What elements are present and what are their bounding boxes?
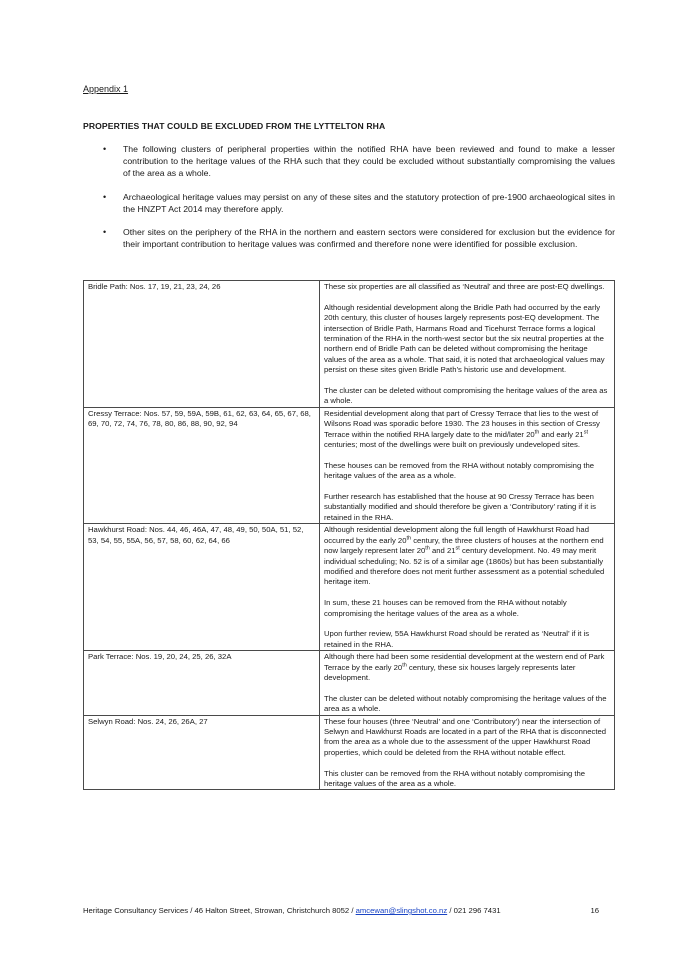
table-row [84, 407, 615, 523]
page-number: 16 [590, 906, 599, 915]
bullet-icon: • [103, 227, 107, 238]
bullet-item [83, 191, 615, 215]
bullet-text: Other sites on the periphery of the RHA in the northern and eastern sectors were considered for exclusion but the evidence for their important contribution to heritage values was confirmed and therefore none were identified for possible exclusion. [123, 227, 615, 250]
notes-paragraph: Although there had been some residential development at the western end of Park Terrace by the early 20th century, these six houses largely represents later development. [324, 652, 605, 682]
notes-paragraph: In sum, these 21 houses can be removed from the RHA without notably compromising the heritage values of the area as a whole. [324, 598, 567, 618]
properties-table [83, 280, 615, 790]
footer-address: Heritage Consultancy Services / 46 Halton Street, Strowan, Christchurch 8052 / [83, 906, 356, 915]
appendix-label: Appendix 1 [83, 84, 129, 94]
notes-cell [320, 715, 615, 790]
notes-cell [320, 651, 615, 715]
table-row [84, 281, 615, 408]
location-cell: Park Terrace: Nos. 19, 20, 24, 25, 26, 32A [84, 651, 320, 715]
notes-paragraph: These houses can be removed from the RHA without notably compromising the heritage values of the area as a whole. [324, 460, 595, 481]
table-row [84, 651, 615, 715]
bullet-text: The following clusters of peripheral properties within the notified RHA have been reviewed and found to make a lesser contribution to the heritage values of the RHA such that they could be excluded without substantially compromising the values of the area as a whole. [123, 144, 615, 179]
bullet-item [83, 226, 615, 250]
notes-paragraph: Although residential development along the Bridle Path had occurred by the early 20th century, this cluster of houses largely represents post-EQ development. The intersection of Bridle Path, Harmans Road and Ticehurst Terrace forms a logical termination of the RHA in the north-west sector but the six neutral properties at the northern end of Bridle Path can be deleted without compromising the heritage values of the area as a whole. That said, it is noted that archaeological values may persist on these sites given Bridle Path’s historic use and development. [324, 302, 605, 375]
notes-cell [320, 407, 615, 523]
notes-cell [320, 281, 615, 408]
page-footer [83, 906, 613, 915]
location-cell: Hawkhurst Road: Nos. 44, 46, 46A, 47, 48, 49, 50, 50A, 51, 52, 53, 54, 55, 55A, 56, 57, 58, 60, 62, 64, 66 [84, 524, 320, 651]
notes-paragraph: Upon further review, 55A Hawkhurst Road should be rerated as ‘Neutral’ if it is retained in the RHA. [324, 629, 590, 649]
bullet-text: Archaeological heritage values may persist on any of these sites and the statutory protection of pre-1900 archaeological sites in the HNZPT Act 2014 may therefore apply. [123, 191, 615, 214]
table-row [84, 715, 615, 790]
footer-email-link[interactable]: amcewan@slingshot.co.nz [355, 906, 448, 915]
bullet-icon: • [103, 144, 107, 154]
notes-cell [320, 524, 615, 651]
notes-paragraph: These four houses (three ‘Neutral’ and one ‘Contributory’) near the intersection of Selwyn and Hawkhurst Roads are located in a part of the RHA that is disconnected from the area as a whole due to the assessment of the upper Hawkhurst Road properties, which could be deleted from the RHA without notable effect. [324, 716, 607, 757]
notes-paragraph: The cluster can be deleted without notably compromising the heritage values of the area as a whole. [324, 693, 607, 714]
notes-paragraph: Although residential development along the full length of Hawkhurst Road had occurred by the early 20th century, the three clusters of houses at the northern end now largely represent later 20th and 21st century development. No. 49 may merit individual scheduling; No. 52 is of a similar age (1860s) but has been substantially modified and therefore does not merit further assessment as a potential scheduled heritage item. [324, 525, 605, 587]
footer-phone: / 021 296 7431 [447, 906, 501, 915]
notes-paragraph: Further research has established that the house at 90 Cressy Terrace has been substantially modified and should therefore be given a ‘Contributory’ rating if it is retained in the RHA. [324, 492, 596, 522]
bullet-icon: • [103, 191, 107, 202]
table-row [84, 524, 615, 651]
notes-paragraph: This cluster can be removed from the RHA without notably compromising the heritage values of the area as a whole. [324, 768, 586, 788]
location-cell: Bridle Path: Nos. 17, 19, 21, 23, 24, 26 [84, 281, 320, 408]
intro-bullet-list [83, 143, 615, 261]
notes-paragraph: The cluster can be deleted without compromising the heritage values of the area as a whole. [324, 386, 608, 406]
location-cell: Selwyn Road: Nos. 24, 26, 26A, 27 [84, 715, 320, 790]
section-heading: PROPERTIES THAT COULD BE EXCLUDED FROM THE LYTTELTON RHA [83, 121, 386, 131]
notes-paragraph: These six properties are all classified as ‘Neutral’ and three are post-EQ dwellings. [324, 282, 605, 291]
bullet-item [83, 143, 615, 180]
notes-paragraph: Residential development along that part of Cressy Terrace that lies to the west of Wilsons Road was sporadic before 1930. The 23 houses in this section of Cressy Terrace within the notified RHA largely date to the mid/later 20th and early 21st centuries; most of the dwellings were built on previously undeveloped sites. [324, 408, 600, 450]
location-cell: Cressy Terrace: Nos. 57, 59, 59A, 59B, 61, 62, 63, 64, 65, 67, 68, 69, 70, 72, 74, 76, 78, 80, 86, 88, 90, 92, 94 [84, 407, 320, 523]
